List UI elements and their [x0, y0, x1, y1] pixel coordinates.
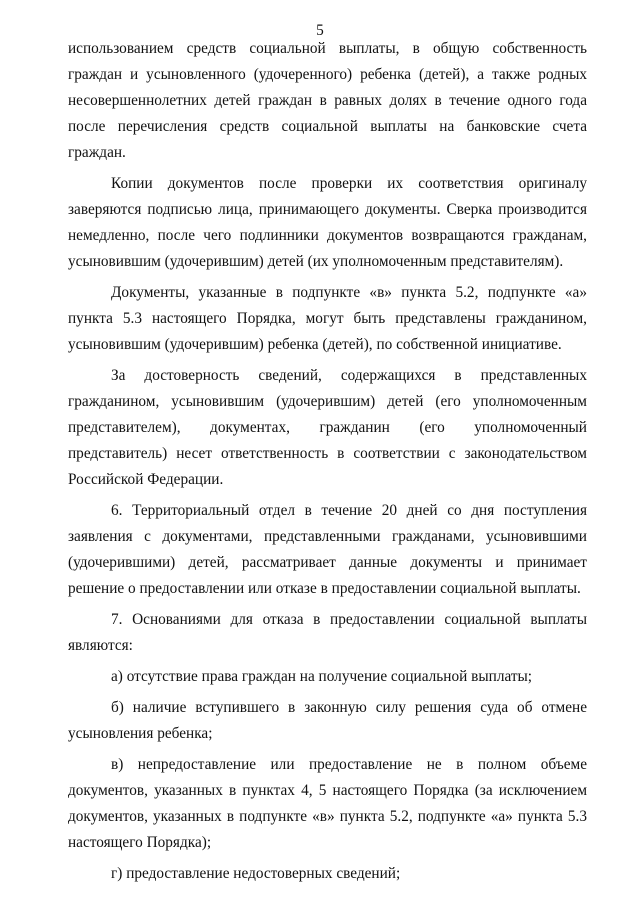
document-body — [68, 36, 587, 892]
page-number: 5 — [316, 22, 324, 39]
paragraph-own-initiative: Документы, указанные в подпункте «в» пункта 5.2, подпункте «а» пункта 5.3 настоящего Порядка, могут быть представлены гражданином, усыновившим (удочерившим) ребенка (детей), по собственной инициативе. — [68, 284, 587, 353]
paragraph-item-7v: в) непредоставление или предоставление не в полном объеме документов, указанных в пунктах 4, 5 настоящего Порядка (за исключением документов, указанных в подпункте «в» пункта 5.2, подпункте «а» пункта 5.3 настоящего Порядка); — [68, 756, 587, 851]
paragraph-document-copies: Копии документов после проверки их соответствия оригиналу заверяются подписью лица, принимающего документы. Сверка производится немедленно, после чего подлинники документов возвращаются гражданам, усыновившим (удочерившим) детей (их уполномоченным представителям). — [68, 175, 587, 270]
paragraph-item-7a: а) отсутствие права граждан на получение социальной выплаты; — [111, 668, 533, 685]
paragraph-item-7: 7. Основаниями для отказа в предоставлении социальной выплаты являются: — [68, 611, 587, 654]
paragraph-item-7b: б) наличие вступившего в законную силу решения суда об отмене усыновления ребенка; — [68, 699, 587, 742]
paragraph-continuation: использованием средств социальной выплаты, в общую собственность граждан и усыновленного (удочеренного) ребенка (детей), а также родных несовершеннолетних детей граждан в равных долях в течение одного года после перечисления средств социальной выплаты на банковские счета граждан. — [68, 40, 587, 161]
paragraph-item-7g: г) предоставление недостоверных сведений; — [111, 865, 401, 882]
paragraph-item-6: 6. Территориальный отдел в течение 20 дней со дня поступления заявления с документами, представленными гражданами, усыновившими (удочерившими) детей, рассматривает данные документы и принимает решение о предоставлении или отказе в предоставлении социальной выплаты. — [68, 502, 587, 597]
paragraph-responsibility: За достоверность сведений, содержащихся в представленных гражданином, усыновившим (удочерившим) детей (его уполномоченным представителем), документах, гражданин (его уполномоченный представитель) несет ответственность в соответствии с законодательством Российской Федерации. — [68, 367, 587, 488]
